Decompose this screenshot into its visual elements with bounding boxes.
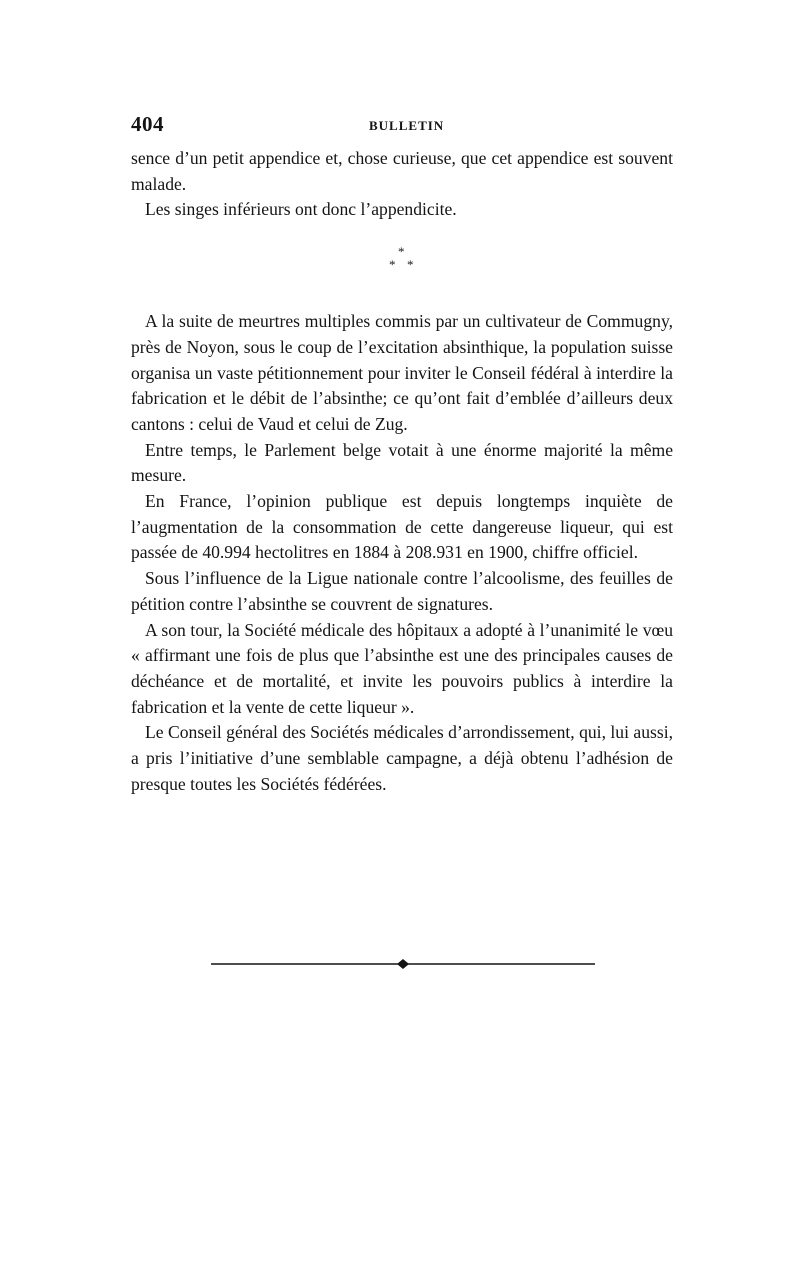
paragraph-societe-medicale: A son tour, la Société médicale des hôpitaux a adopté à l’unanimité le vœu « affirmant une fois de plus que l’absinthe est une des principales causes de déchéance et de mortalité, et invite les pouvoirs publics à interdire la fabrication et la vente de cette liqueur ». (131, 619, 673, 717)
book-page (131, 112, 673, 797)
paragraph-appendicite: Les singes inférieurs ont donc l’appendicite. (145, 199, 457, 220)
paragraph-commugny: A la suite de meurtres multiples commis par un cultivateur de Commugny, près de Noyon, sous le coup de l’excitation absinthique, la population suisse organisa un vaste pétitionnement pour inviter le Conseil fédéral à interdire la fabrication et le débit de l’absinthe; ce qu’ont fait d’emblée d’ailleurs deux cantons : celui de Vaud et celui de Zug. (131, 311, 673, 434)
paragraph-conseil-general: Le Conseil général des Sociétés médicales d’arrondissement, qui, lui aussi, a pris l’initiative d’une semblable campagne, a déjà obtenu l’adhésion de presque toutes les Sociétés fédérées. (131, 722, 673, 794)
body-text-after (131, 309, 673, 797)
paragraph-parlement-belge: Entre temps, le Parlement belge votait à une énorme majorité la même mesure. (131, 439, 673, 486)
asterism-star-right: * (407, 257, 414, 273)
asterism-star-top: * (398, 244, 405, 260)
diamond-rule-icon (211, 957, 595, 971)
page-number: 404 (131, 112, 164, 136)
page-header (131, 112, 673, 146)
body-text-before (131, 146, 673, 223)
running-head: BULLETIN (369, 118, 445, 133)
paragraph-france: En France, l’opinion publique est depuis longtemps inquiète de l’augmentation de la consommation de cette dangereuse liqueur, qui est passée de 40.994 hectolitres en 1884 à 208.931 en 1900, chiffre officiel. (131, 491, 673, 563)
asterism-separator (131, 223, 673, 309)
asterism-star-left: * (389, 257, 396, 273)
paragraph-continuation: sence d’un petit appendice et, chose curieuse, que cet appendice est souvent malade. (131, 148, 673, 194)
paragraph-ligue-nationale: Sous l’influence de la Ligue nationale contre l’alcoolisme, des feuilles de pétition contre l’absinthe se couvrent de signatures. (131, 568, 673, 614)
ornament-diamond (397, 959, 409, 969)
